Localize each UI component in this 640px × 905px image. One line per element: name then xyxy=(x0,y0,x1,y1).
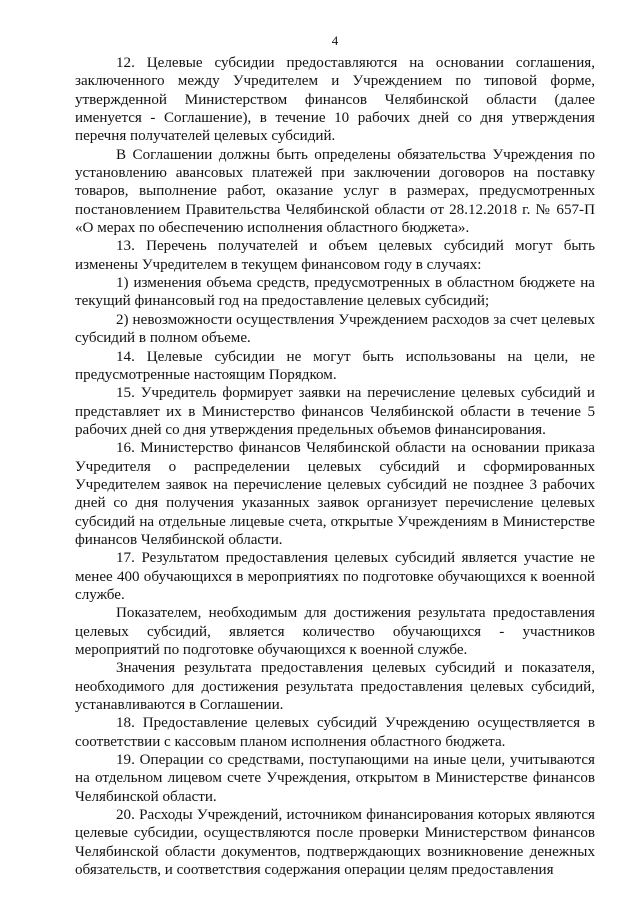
paragraph-15: 15. Учредитель формирует заявки на перечисление целевых субсидий и представляет их в Министерство финансов Челябинской области в течение 5 рабочих дней со дня утверждения предельных объемов финансирования. xyxy=(75,385,595,438)
paragraph-20: 20. Расходы Учреждений, источником финансирования которых являются целевые субсидии, осуществляются после проверки Министерством финансов Челябинской области документов, подтверждающих возникновение денежных обязательств, и соответствия содержания операции целям предоставления xyxy=(75,807,595,879)
document-body xyxy=(75,54,595,879)
paragraph-18: 18. Предоставление целевых субсидий Учреждению осуществляется в соответствии с кассовым планом исполнения областного бюджета. xyxy=(75,715,595,750)
paragraph-14: 14. Целевые субсидии не могут быть использованы на цели, не предусмотренные настоящим Порядком. xyxy=(75,348,595,383)
paragraph-13-item-1: 1) изменения объема средств, предусмотренных в областном бюджете на текущий финансовый год на предоставление целевых субсидий; xyxy=(75,275,595,310)
paragraph-agreement-obligations: В Соглашении должны быть определены обязательства Учреждения по установлению авансовых платежей при заключении договоров на поставку товаров, выполнение работ, оказание услуг в размерах, предусмотренных постановлением Правительства Челябинской области от 28.12.2018 г. № 657-П «О мерах по обеспечению исполнения областного бюджета». xyxy=(75,146,595,237)
paragraph-17: 17. Результатом предоставления целевых субсидий является участие не менее 400 обучающихся в мероприятиях по подготовке обучающихся к военной службе. xyxy=(75,550,595,603)
paragraph-indicator: Показателем, необходимым для достижения результата предоставления целевых субсидий, является количество обучающихся - участников мероприятий по подготовке обучающихся к военной службе. xyxy=(75,605,595,658)
paragraph-13-item-2: 2) невозможности осуществления Учреждением расходов за счет целевых субсидий в полном объеме. xyxy=(75,311,595,347)
page-number: 4 xyxy=(331,33,339,48)
paragraph-12: 12. Целевые субсидии предоставляются на основании соглашения, заключенного между Учредителем и Учреждением по типовой форме, утвержденной Министерством финансов Челябинской области (далее именуется - Соглашение), в течение 10 рабочих дней со дня утверждения перечня получателей целевых субсидий. xyxy=(75,55,595,145)
paragraph-indicator-values: Значения результата предоставления целевых субсидий и показателя, необходимого для достижения результата предоставления целевых субсидий, устанавливаются в Соглашении. xyxy=(75,660,595,714)
paragraph-16: 16. Министерство финансов Челябинской области на основании приказа Учредителя о распределении целевых субсидий и сформированных Учредителем заявок на перечисление целевых субсидий не позднее 3 рабочих дней со дня получения указанных заявок организует перечисление целевых субсидий на отдельные лицевые счета, открытые Учреждениям в Министерстве финансов Челябинской области. xyxy=(75,440,595,548)
paragraph-19: 19. Операции со средствами, поступающими на иные цели, учитываются на отдельном лицевом счете Учреждения, открытом в Министерстве финансов Челябинской области. xyxy=(75,752,595,805)
paragraph-13: 13. Перечень получателей и объем целевых субсидий могут быть изменены Учредителем в текущем финансовом году в случаях: xyxy=(75,238,595,273)
